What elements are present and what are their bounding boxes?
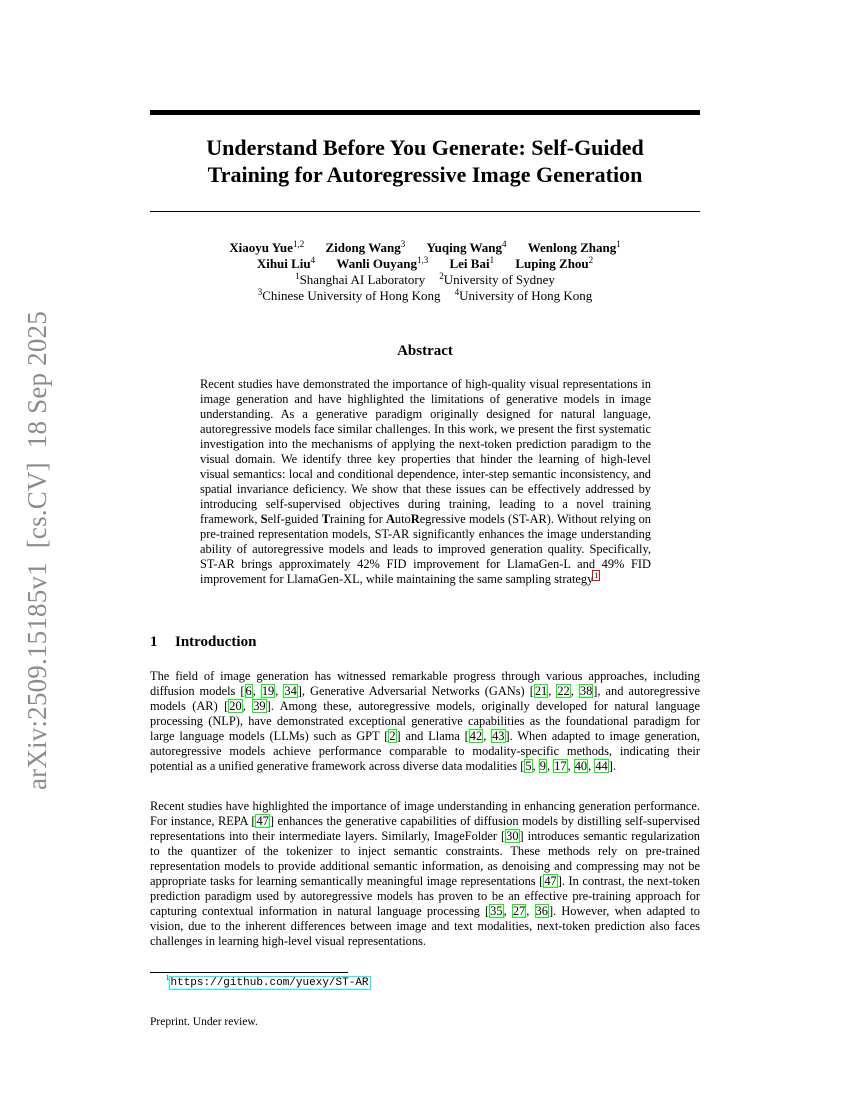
paragraph-text: The field of image generation has witnessed remarkable progress through various approaches, including diffusion models [ <box>150 669 700 698</box>
citation-link[interactable]: 38 <box>579 684 593 698</box>
author-affiliation: 1 <box>616 239 621 249</box>
author-name: Xiaoyu Yue <box>229 240 293 255</box>
section-number: 1 <box>150 634 158 650</box>
citation-link[interactable]: 21 <box>534 684 548 698</box>
author-name: Luping Zhou <box>515 256 589 271</box>
citation-link[interactable]: 19 <box>261 684 275 698</box>
citation-link[interactable]: 43 <box>492 729 505 743</box>
affiliation-name: University of Sydney <box>443 272 555 287</box>
affiliation-name: Shanghai AI Laboratory <box>299 272 426 287</box>
footnote-number: 1 <box>166 974 170 982</box>
citation-link[interactable]: 22 <box>557 684 570 698</box>
affiliation-name: University of Hong Kong <box>459 288 593 303</box>
acronym-letter: T <box>321 512 330 526</box>
abstract-text <box>200 377 651 587</box>
paper-title <box>150 134 700 188</box>
author-affiliation: 1 <box>489 255 495 265</box>
citation-link[interactable]: 5 <box>525 759 532 773</box>
citation-link[interactable]: 6 <box>245 684 252 698</box>
title-line-2: Training for Autoregressive Image Generation <box>207 162 643 187</box>
title-top-rule <box>150 110 700 115</box>
abstract-part: raining for <box>329 512 386 526</box>
citation-link[interactable]: 17 <box>554 759 567 773</box>
acronym-letter: S <box>260 512 268 526</box>
title-line-1: Understand Before You Generate: Self-Guided <box>206 135 644 160</box>
affiliation-name: Chinese University of Hong Kong <box>262 288 441 303</box>
acronym-letter: A <box>385 512 395 526</box>
affiliation-row-2 <box>150 288 700 304</box>
author-name: Xihui Liu <box>256 256 311 271</box>
title-bottom-rule <box>150 211 700 212</box>
citation-link[interactable]: 47 <box>544 874 557 888</box>
affiliation-number: 1 <box>295 271 300 281</box>
abstract-heading: Abstract <box>397 343 453 359</box>
author-row-1 <box>150 240 700 256</box>
paragraph-text: ] enhances the generative capabilities of diffusion models by distilling self-supervised representations into their intermediate layers. Similarly, ImageFolder [ <box>150 814 700 843</box>
abstract-part: uto <box>394 512 411 526</box>
author-name: Wanli Ouyang <box>336 256 417 271</box>
citation-link[interactable]: 2 <box>389 729 396 743</box>
citation-link[interactable]: 40 <box>574 759 588 773</box>
paragraph-text: ]. Among these, autoregressive models, originally developed for natural language processing (NLP), have demonstrated exceptional generative capabilities as the foundational paradigm for large language models (LLMs) such as GPT [ <box>150 699 700 743</box>
paragraph-text: ]. In contrast, the next-token prediction paradigm used by autoregressive models has proven to be an effective pre-training approach for capturing contextual information in natural language processing [ <box>150 874 700 918</box>
author-affiliation: 4 <box>502 239 507 249</box>
abstract-part: egressive models (ST-AR). Without relying on pre-trained representation models, ST-AR significantly enhances the image understanding ability of autoregressive models and leads to improved generation quality. Specifically, ST-AR brings approximately 42% FID improvement for LlamaGen-L and 49% FID improvement for LlamaGen-XL, while maintaining the same sampling strategy <box>200 512 651 586</box>
paragraph-text: Recent studies have highlighted the importance of image understanding in enhancing generation performance. For instance, REPA [ <box>150 799 700 828</box>
affiliation-row-1 <box>150 272 700 288</box>
author-affiliation: 3 <box>400 239 406 249</box>
affiliation-number: 2 <box>439 271 444 281</box>
paragraph-text: ], and autoregressive models (AR) [ <box>150 684 701 713</box>
section-title: Introduction <box>175 634 257 650</box>
author-name: Wenlong Zhang <box>527 240 617 255</box>
affiliation-number: 4 <box>454 287 460 297</box>
paragraph-text: ]. However, when adapted to vision, due to the inherent differences between image and text modalities, next-token prediction also faces challenges in learning high-level visual representations. <box>150 904 700 948</box>
introduction-paragraph-2: Recent studies have highlighted the importance of image understanding in enhancing generation performance. For instance, REPA [47] enhances the generative capabilities of diffusion models by distilling self-supervised representations into their intermediate layers. Similarly, ImageFolder [30] introduces semantic regularization to the quantizer of the tokenizer to inject semantic constraints. These methods rely on pre-trained representation models to provide additional semantic information, as denoising and compressing may not be appropriate tasks for learning semantically meaningful image representations [47]. In contrast, the next-token prediction paradigm used by autoregressive models has proven to be an effective pre-training approach for capturing contextual information in natural language processing [35, 27, 36]. However, when adapted to vision, due to the inherent differences between image and text modalities, next-token prediction also faces challenges in learning high-level visual representations. <box>150 799 701 948</box>
github-url-link[interactable]: https://github.com/yuexy/ST-AR <box>170 977 369 989</box>
abstract-part: elf-guided <box>267 512 322 526</box>
author-name: Zidong Wang <box>325 240 401 255</box>
citation-link[interactable]: 20 <box>229 699 242 713</box>
introduction-paragraph-1: The field of image generation has witnessed remarkable progress through various approaches, including diffusion models [6, 19, 34], Generative Adversarial Networks (GANs) [21, 22, 38], and autoregressive models (AR) [20, 39]. Among these, autoregressive models, originally developed for natural language processing (NLP), have demonstrated exceptional generative capabilities as the foundational paradigm for large language models (LLMs) such as GPT [2] and Llama [42, 43]. When adapted to image generation, autoregressive models achieve performance comparable to modality-specific methods, indicating their potential as a unified generative framework across diverse data modalities [5, 9, 17, 40, 44]. <box>150 669 701 773</box>
arxiv-identifier-stamp: arXiv:2509.15185v1 [cs.CV] 18 Sep 2025 <box>22 311 52 790</box>
footnote-rule <box>150 972 348 973</box>
citation-link[interactable]: 35 <box>490 904 503 918</box>
paragraph-text: ], Generative Adversarial Networks (GANs) [ <box>297 684 534 698</box>
citation-link[interactable]: 27 <box>512 904 526 918</box>
citation-link[interactable]: 47 <box>256 814 269 828</box>
citation-link[interactable]: 42 <box>469 729 483 743</box>
author-affiliation: 1,2 <box>292 239 305 249</box>
section-heading-introduction <box>150 634 256 651</box>
citation-link[interactable]: 44 <box>595 759 608 773</box>
paragraph-text: ] introduces semantic regularization to the quantizer of the tokenizer to inject semantic constraints. These methods rely on pre-trained representation models to provide additional semantic information, as denoising and compressing may not be appropriate tasks for learning semantically meaningful image representations [ <box>150 829 701 888</box>
citation-link[interactable]: 30 <box>506 829 519 843</box>
citation-link[interactable]: 34 <box>284 684 297 698</box>
citation-link[interactable]: 39 <box>253 699 266 713</box>
author-affiliation: 1,3 <box>416 255 429 265</box>
author-affiliation: 2 <box>588 255 594 265</box>
author-name: Lei Bai <box>449 256 490 271</box>
author-affiliation: 4 <box>310 255 316 265</box>
author-name: Yuqing Wang <box>426 240 502 255</box>
citation-link[interactable]: 9 <box>539 759 546 773</box>
acronym-letter: R <box>410 512 420 526</box>
abstract-part: Recent studies have demonstrated the importance of high-quality visual representations in image generation and have highlighted the limitations of generative models in image understanding. As a generative paradigm originally designed for natural language, autoregressive models face similar challenges. In this work, we present the first systematic investigation into the mechanisms of applying the next-token prediction paradigm to the visual domain. We identify three key properties that hinder the learning of high-level visual semantics: local and conditional dependence, inter-step semantic inconsistency, and spatial invariance deficiency. We show that these issues can be effectively addressed by introducing self-supervised objectives during training, leading to a novel training framework, <box>200 377 651 526</box>
paragraph-text: ] and Llama [ <box>396 729 469 743</box>
paragraph-text: ]. <box>608 759 616 773</box>
footnote <box>166 976 370 989</box>
venue-note: Preprint. Under review. <box>150 1016 258 1028</box>
author-block <box>150 240 700 304</box>
paragraph-text: ]. When adapted to image generation, autoregressive models achieve performance comparable to modality-specific methods, indicating their potential as a unified generative framework across diverse data modalities [ <box>150 729 700 773</box>
citation-link[interactable]: 36 <box>535 904 548 918</box>
affiliation-number: 3 <box>257 287 263 297</box>
author-row-2 <box>150 256 700 272</box>
footnote-link[interactable]: 1 <box>594 571 599 580</box>
